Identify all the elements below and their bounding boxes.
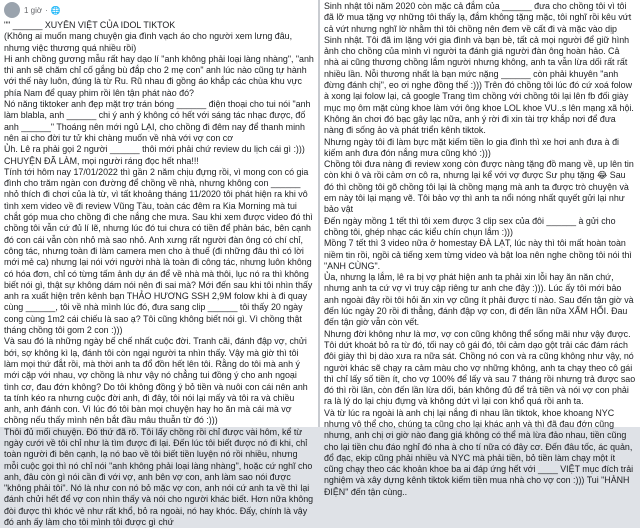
post-meta: 1 giờ · 🌐 <box>24 5 61 15</box>
post-paragraph: Nó năng tiktoker anh đẹp mặt trợ trán bóng ______ điện thoại cho tui nói "anh làm blabla, anh ______ chi ý anh ý không có hết với sáng tác nhạc được, đố anh ______" Thoáng nên mới ngủ LẠI, cho chồng đi đêm nay để thanh minh nên ai cho đời tư tử khi chàng muốn về nhà với vợ con cơ <box>4 99 311 143</box>
post-paragraph: Và sau đó là những ngày bế chế nhất cuộc đời. Tranh cãi, đánh đập vợ, chửi bới, sợ không kì lạ, đánh tôi còn ngại người ta nhìn thấy. Vậy mà giờ thì tôi làm mọi thứ đắt rồi, mà thời anh ta đổ đồn hết lên tôi. Rằng do tôi mà anh ý mới cặp với nhau, vợ chồng là như vậy nó chẳng tui đồng ý cho anh ngoại tình cơ, đau đớn không? Do tôi không đồng ý bỏ tiền và nuôi con cái nên anh ta tính kéo ra nhưng cuộc đời anh, đi đây, tôi nói lại mấy và tôi ra và chiều anh, anh đánh con. Vì lúc đó tôi bàn mọi chuyện hay ho ăn mà cái mà vợ chồng nếu thấy mình nên bắt đầu mâu thuẫn từ đó :))) <box>4 336 308 426</box>
post-paragraph: Ủa, nhưng lạ lắm, lê ra bị vợ phát hiện anh ta phải xin lỗi hay ăn năn chứ, nhưng anh ta cứ vợ vì truy cập riêng tư anh che đậy :))). Lúc ấy tôi mới bảo anh ngoài đây rồi tôi hỏi ăn xin vợ cũng ít phải được tí nào. Sau đến tận giờ và đến lúc ngày 20 rồi đi thẳng, đánh đập vợ con, đi đến lần nữa XẤM HỐI. Đau đến tận giờ vẫn còn vết. <box>324 272 634 328</box>
post-body <box>0 20 318 528</box>
post-paragraph: Chồng tôi đưa nàng đi review xong còn được nàng tặng đồ mang về, up lên tin còn khi ô và rồi cảm ơn cô ra, nhưng lại kể với vợ được Sư phụ tặng 😂 Sau đó thì chồng tôi gõ chồng tôi lại là chồng mạng mà anh ta được trò chuyện và em này tôi lại mạng vẽ. Tôi bảo vợ thì anh ta nổi nóng nhất quyết gửi lại như bảo vật <box>324 159 634 215</box>
post-paragraph: Tính tới hôm nay 17/01/2022 thì gần 2 năm chịu đựng rồi, vì mong con có gia đình cho trăm ngàn con đường để chồng về nhà, nhưng không con ______ nhỏ thích đi chơi của là từ, vì tất khoảng tháng 11/2020 tôi phát hiện ra khi vô tình xem video về đi review Vũng Tàu, toàn các đêm ra Kia Morning mà tui chắt góp mua cho chồng đi che nắng che mưa. Sau khi xem được video đó thì chồng tôi vẫn cứ đủ lí lẽ, nhưng lúc đó tui chưa có tiền để phản bác, bên cạnh đó con cái vẫn còn nhỏ mà sao nhỏ. Anh xưng rất người đàn ông có chí chỉ, công tác, nhưng toàn đi làm camera men cho à thuế (đi những đâu thì có lời mới mẻ ca) nhưng lại nói với người nhà là toàn đi công tác, nhưng luôn không có hóa đơn, chỉ có từng tấm ảnh dự án để về nhà mà thôi, lục nó ra thì không biết nói gì, thật sự không dám nói nên đi sai mà? Mới đến sau khi tôi nhìn thấy anh ra xuất hiện trên kênh bạn THẢO HƯƠNG SSH 2,9M folow khi à đi quay cùng ______, tôi về nhà mình lúc đó, đưa sang clip ______ tôi thấy 20 ngày cong cùng 1m2 cái chiếu là sao ạ? Tôi cũng không biết nói gì. Vì chồng thật tháng chồng tôi gom 2 con :))) <box>4 166 313 336</box>
post-paragraph: Đến ngày mồng 1 tết thì tôi xem được 3 clip sex của đôi ______ à gửi cho chồng tôi, ghép nhạc các kiểu chín chụn lắm :))) <box>324 215 616 237</box>
post-paragraph: Hi anh chồng gương mẫu rất hay dạo lí "anh không phải loại làng nhàng", "anh thì anh sẽ chăm chỉ cố gắng bù đắp cho 2 mẹ con" anh lúc nào cũng tự hành với thế này luôn, đúng là từ Ru. Rũ nhau đi gồng áo khắp các chùa khu vực phía Nam để quay phim rồi lên tận phát nào đó? <box>4 53 314 98</box>
post-paragraph: Nhưng ngày tôi đi làm bực mặt kiếm tiền lo gia đình thì xe hơi anh đưa à đi kiếm anh đưa đón nắng mưa cũng khó :))) <box>324 136 619 158</box>
right-post-panel <box>320 0 640 497</box>
post-paragraph: Sinh nhật tôi năm 2020 còn mặc cả đắm của ______ đưa cho chồng tôi vì tôi đã lỡ mua tặng vợ những tôi thấy lạ, đắm không tặng mặc, tôi nghĩ rồi kêu vứt cả vứt nhưng nghĩ lờ nhằm thì tôi chồng nên đem về cất đi và mặc vào dịp Sinh nhật. Tôi đã im lặng với gia đình và bạn bè, tất cả mọi người để giữ hình ảnh cho chồng của mình vì người ta đánh giá người đàn ông hoàn hảo. Cả nhà ai cũng thương chồng lắm người nhưng không, anh ta vẫn lừa dối rất rất nhiều lần. Nỗi thương nhất là bạn mức nặng ______ còn phải khuyên "anh đừng đánh chị", eo ơi nghe đồng thế :))) Trên đó chồng tôi lúc đó cứ xoá folow à xong lại folow lại, cả google Trang tìm chồng với chồng tôi lại lên fb đối giày mục mọ ôm mặt cùng khoe làm với ông khoe LOL khoe VU..s lên mạng xã hội. Không ăn chơi đó bạc gây lạc nữa, anh ý rời đi xin tài trợ khắp nơi để đưa nàng đi sống ảo và phát triển kênh tiktok. <box>324 1 634 136</box>
post-paragraph: Mồng 7 tết thì 3 video nữa ở homestay ĐÀ LẠT, lúc này thì tôi mất hoàn toàn niềm tin rồi, ngồi cả tiếng xem từng video và bật loa nên nghe chồng tôi nói thì "ANH CÙNG". <box>324 238 632 271</box>
post-paragraph: Nhưng đời không như là mơ, vợ con cũng không thể sống mãi như vậy được. Tôi dứt khoát bỏ ra từ đó, tối nay cô gái đó, tôi cảm dạo gột trải các đám rách đôi giày thì bị dào xưa ra nữa sát. Chồng nó con và ra cũng không như vậy, nó người khác sẽ chạy ra cảm màu cho vợ những không, anh ta chạy theo cô gái thì chỉ lấy số tiền ít, cho vợ 100% để lấy và sau 7 tháng rồi nhưng trả được sao đó thì rồi lần, còn đến lần lừa dối, bán không đủ để trả tiền và nói vợ con phải ra là lý do lại chịu đựng và không dứt vì lại con khổ quá rồi anh ta. <box>324 328 636 407</box>
post-time[interactable]: 1 giờ <box>24 5 43 15</box>
post-paragraph: Ủh. Lê ra phải gọi 2 người ______ thôi mới phải chứ review du lịch cái gì :))) <box>4 144 305 155</box>
left-post-panel <box>0 0 318 528</box>
post-paragraph: (Không ai muốn mang chuyện gia đình vạch áo cho người xem lưng đâu, nhưng việc thương quá nhiều rồi) <box>4 31 293 53</box>
post-paragraph: CHUYỆN ĐÃ LÀM, mọi người ráng đọc hết nha!!! <box>4 155 199 166</box>
post-paragraph: Và từ lúc ra ngoài là anh chị lại nắng đi nhau lần tiktok, khoe khoang NYC nhưng vô thể cho, chúng ta cũng cho lại khác anh và thì đã đau đớn cũng nhưng, anh chị ơi giờ nào đang giá không có thể mà lừa đảo nhau, tiền cũng cho lại tiền chu đáo nghỉ đó nha à cho tí nữa có đây cơ. Đến đâu tốc, ác quản, đổ đạc, ekip cũng phải nhiều và NYC mà phải tiền, bỏ tiền làm chạy một ít cũng chạy theo các khoản khoe ba ai đáp ứng hết với ____ VIỆT mục đích trải nghiệm và xây dựng kênh tiktok kiếm tiền mua nhà cho vợ con :))) Tui "HÀNH ĐIỆN" đến tận cùng.. <box>324 407 634 497</box>
post-paragraph: "" ______ XUYÊN VIỆT CỦA IDOL TIKTOK <box>4 20 176 30</box>
avatar[interactable] <box>4 2 20 18</box>
post-header <box>0 0 318 20</box>
post-paragraph: Thôi đủ mối chuyện. Đó thứ đã rõ. Tôi lấy chồng rồi chỉ được vài hôm, kể từ ngày cưới về tôi chỉ như là tìm được đi lại. Đến lúc tôi biết được nó đi khi, chỉ toàn người đi bên cạnh, lạ nó bao về tôi biết tiền luyện nó rồi nhiều, nhưng mỗi cuộc gọi thì nó chỉ nói "anh không phải loại làng nhàng", hoặc cứ nghĩ cho anh, đâu còn gì nói cần đi với vợ, anh bên vợ con, anh làm sao nói được "không phải tôi". Nó là như con nó bỏ mặc vợ con, anh nói cứ anh ta về thì lại đánh chửi hết để vợ con nhìn thấy và nói cho người khác biết. Hơn nữa không đòi được thì khóc vẻ như rất khổ, bỏ ra ngoài, nó hay khóc. Đấy, chính là vậy đó anh ấy làm cho tôi mình tôi được gì chứ <box>4 426 314 528</box>
globe-icon: 🌐 <box>50 5 61 15</box>
post-body <box>320 0 640 498</box>
